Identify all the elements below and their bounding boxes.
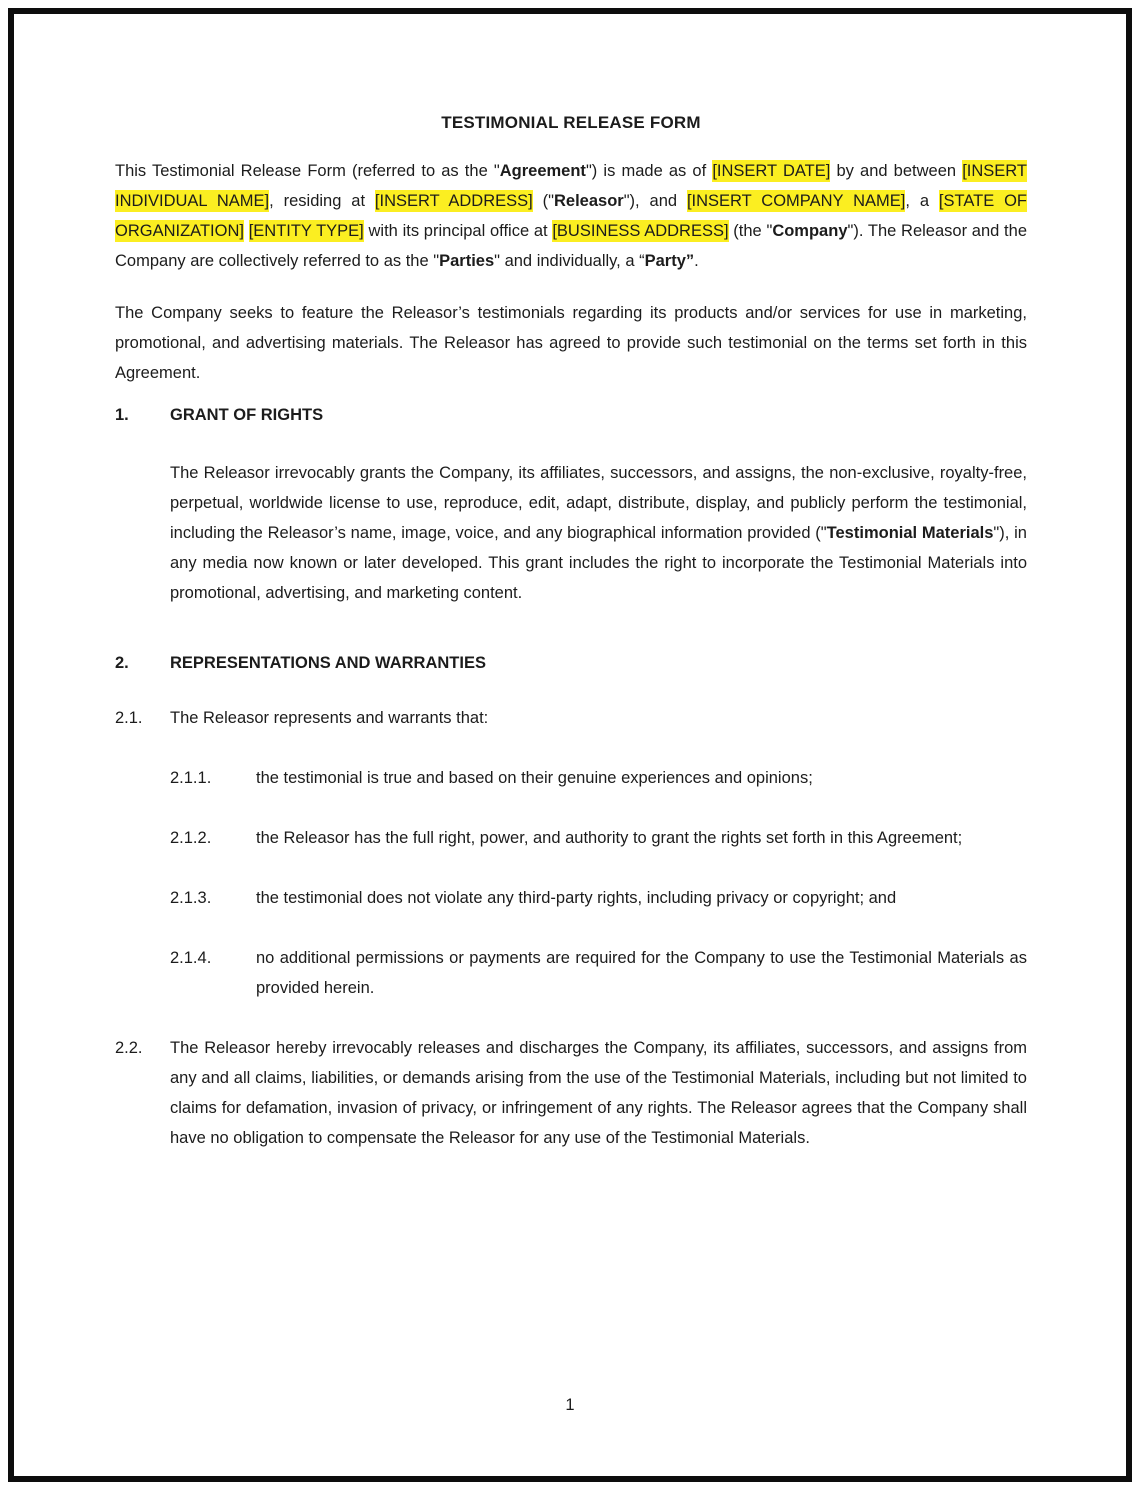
clause-2-1-4-number: 2.1.4.	[170, 949, 212, 967]
document-content	[115, 0, 1027, 1153]
section-1-heading: GRANT OF RIGHTS	[170, 406, 324, 424]
clause-2-1-3-text: the testimonial does not violate any third-party rights, including privacy or copyright; and	[256, 889, 897, 907]
section-2-heading: REPRESENTATIONS AND WARRANTIES	[170, 654, 486, 672]
page-number: 1	[565, 1396, 575, 1414]
clause-2-1-2-number: 2.1.2.	[170, 829, 212, 847]
clause-2-1-3-number: 2.1.3.	[170, 889, 212, 907]
clause-2-1-4-text: no additional permissions or payments are required for the Company to use the Testimonial Materials as provided herein.	[256, 949, 1027, 997]
clause-2-2-number: 2.2.	[115, 1039, 143, 1057]
section-2-heading-row	[115, 648, 1027, 678]
document-title: TESTIMONIAL RELEASE FORM	[441, 113, 701, 132]
section-2-number: 2.	[115, 654, 129, 672]
clause-2-1-row	[115, 703, 1027, 733]
clause-2-1-4-row	[170, 943, 1027, 1003]
clause-2-1-text: The Releasor represents and warrants that:	[170, 709, 489, 727]
clause-2-1-number: 2.1.	[115, 709, 143, 727]
intro-paragraph-2: The Company seeks to feature the Releasor’s testimonials regarding its products and/or services for use in marketing, promotional, and advertising materials. The Releasor has agreed to provide such testimonial on the terms set forth in this Agreement.	[115, 304, 1027, 382]
clause-2-1-2-text: the Releasor has the full right, power, and authority to grant the rights set forth in this Agreement;	[256, 829, 963, 847]
clause-2-2-row	[115, 1033, 1027, 1153]
clause-2-2-text: The Releasor hereby irrevocably releases and discharges the Company, its affiliates, successors, and assigns from any and all claims, liabilities, or demands arising from the use of the Testimonial Materials, including but not limited to claims for defamation, invasion of privacy, or infringement of any rights. The Releasor agrees that the Company shall have no obligation to compensate the Releasor for any use of the Testimonial Materials.	[170, 1039, 1027, 1147]
clause-2-1-2-row	[170, 823, 1027, 853]
intro-paragraph-1: This Testimonial Release Form (referred to as the "Agreement") is made as of [INSERT DATE] by and between [INSERT INDIVIDUAL NAME], residing at [INSERT ADDRESS] ("Releasor"), and [INSERT COMPANY NAME], a [STATE OF ORGANIZATION] [ENTITY TYPE] with its principal office at [BUSINESS ADDRESS] (the "Company"). The Releasor and the Company are collectively referred to as the "Parties" and individually, a “Party”.	[115, 162, 1027, 270]
clause-2-1-3-row	[170, 883, 1027, 913]
clause-2-1-1-text: the testimonial is true and based on their genuine experiences and opinions;	[256, 769, 813, 787]
section-1-heading-row	[115, 400, 1027, 430]
clause-2-1-1-number: 2.1.1.	[170, 769, 212, 787]
section-1-body: The Releasor irrevocably grants the Company, its affiliates, successors, and assigns, the non-exclusive, royalty-free, perpetual, worldwide license to use, reproduce, edit, adapt, distribute, display, and publicly perform the testimonial, including the Releasor’s name, image, voice, and any biographical information provided ("Testimonial Materials"), in any media now known or later developed. This grant includes the right to incorporate the Testimonial Materials into promotional, advertising, and marketing content.	[170, 464, 1027, 602]
section-1-number: 1.	[115, 406, 129, 424]
clause-2-1-1-row	[170, 763, 1027, 793]
